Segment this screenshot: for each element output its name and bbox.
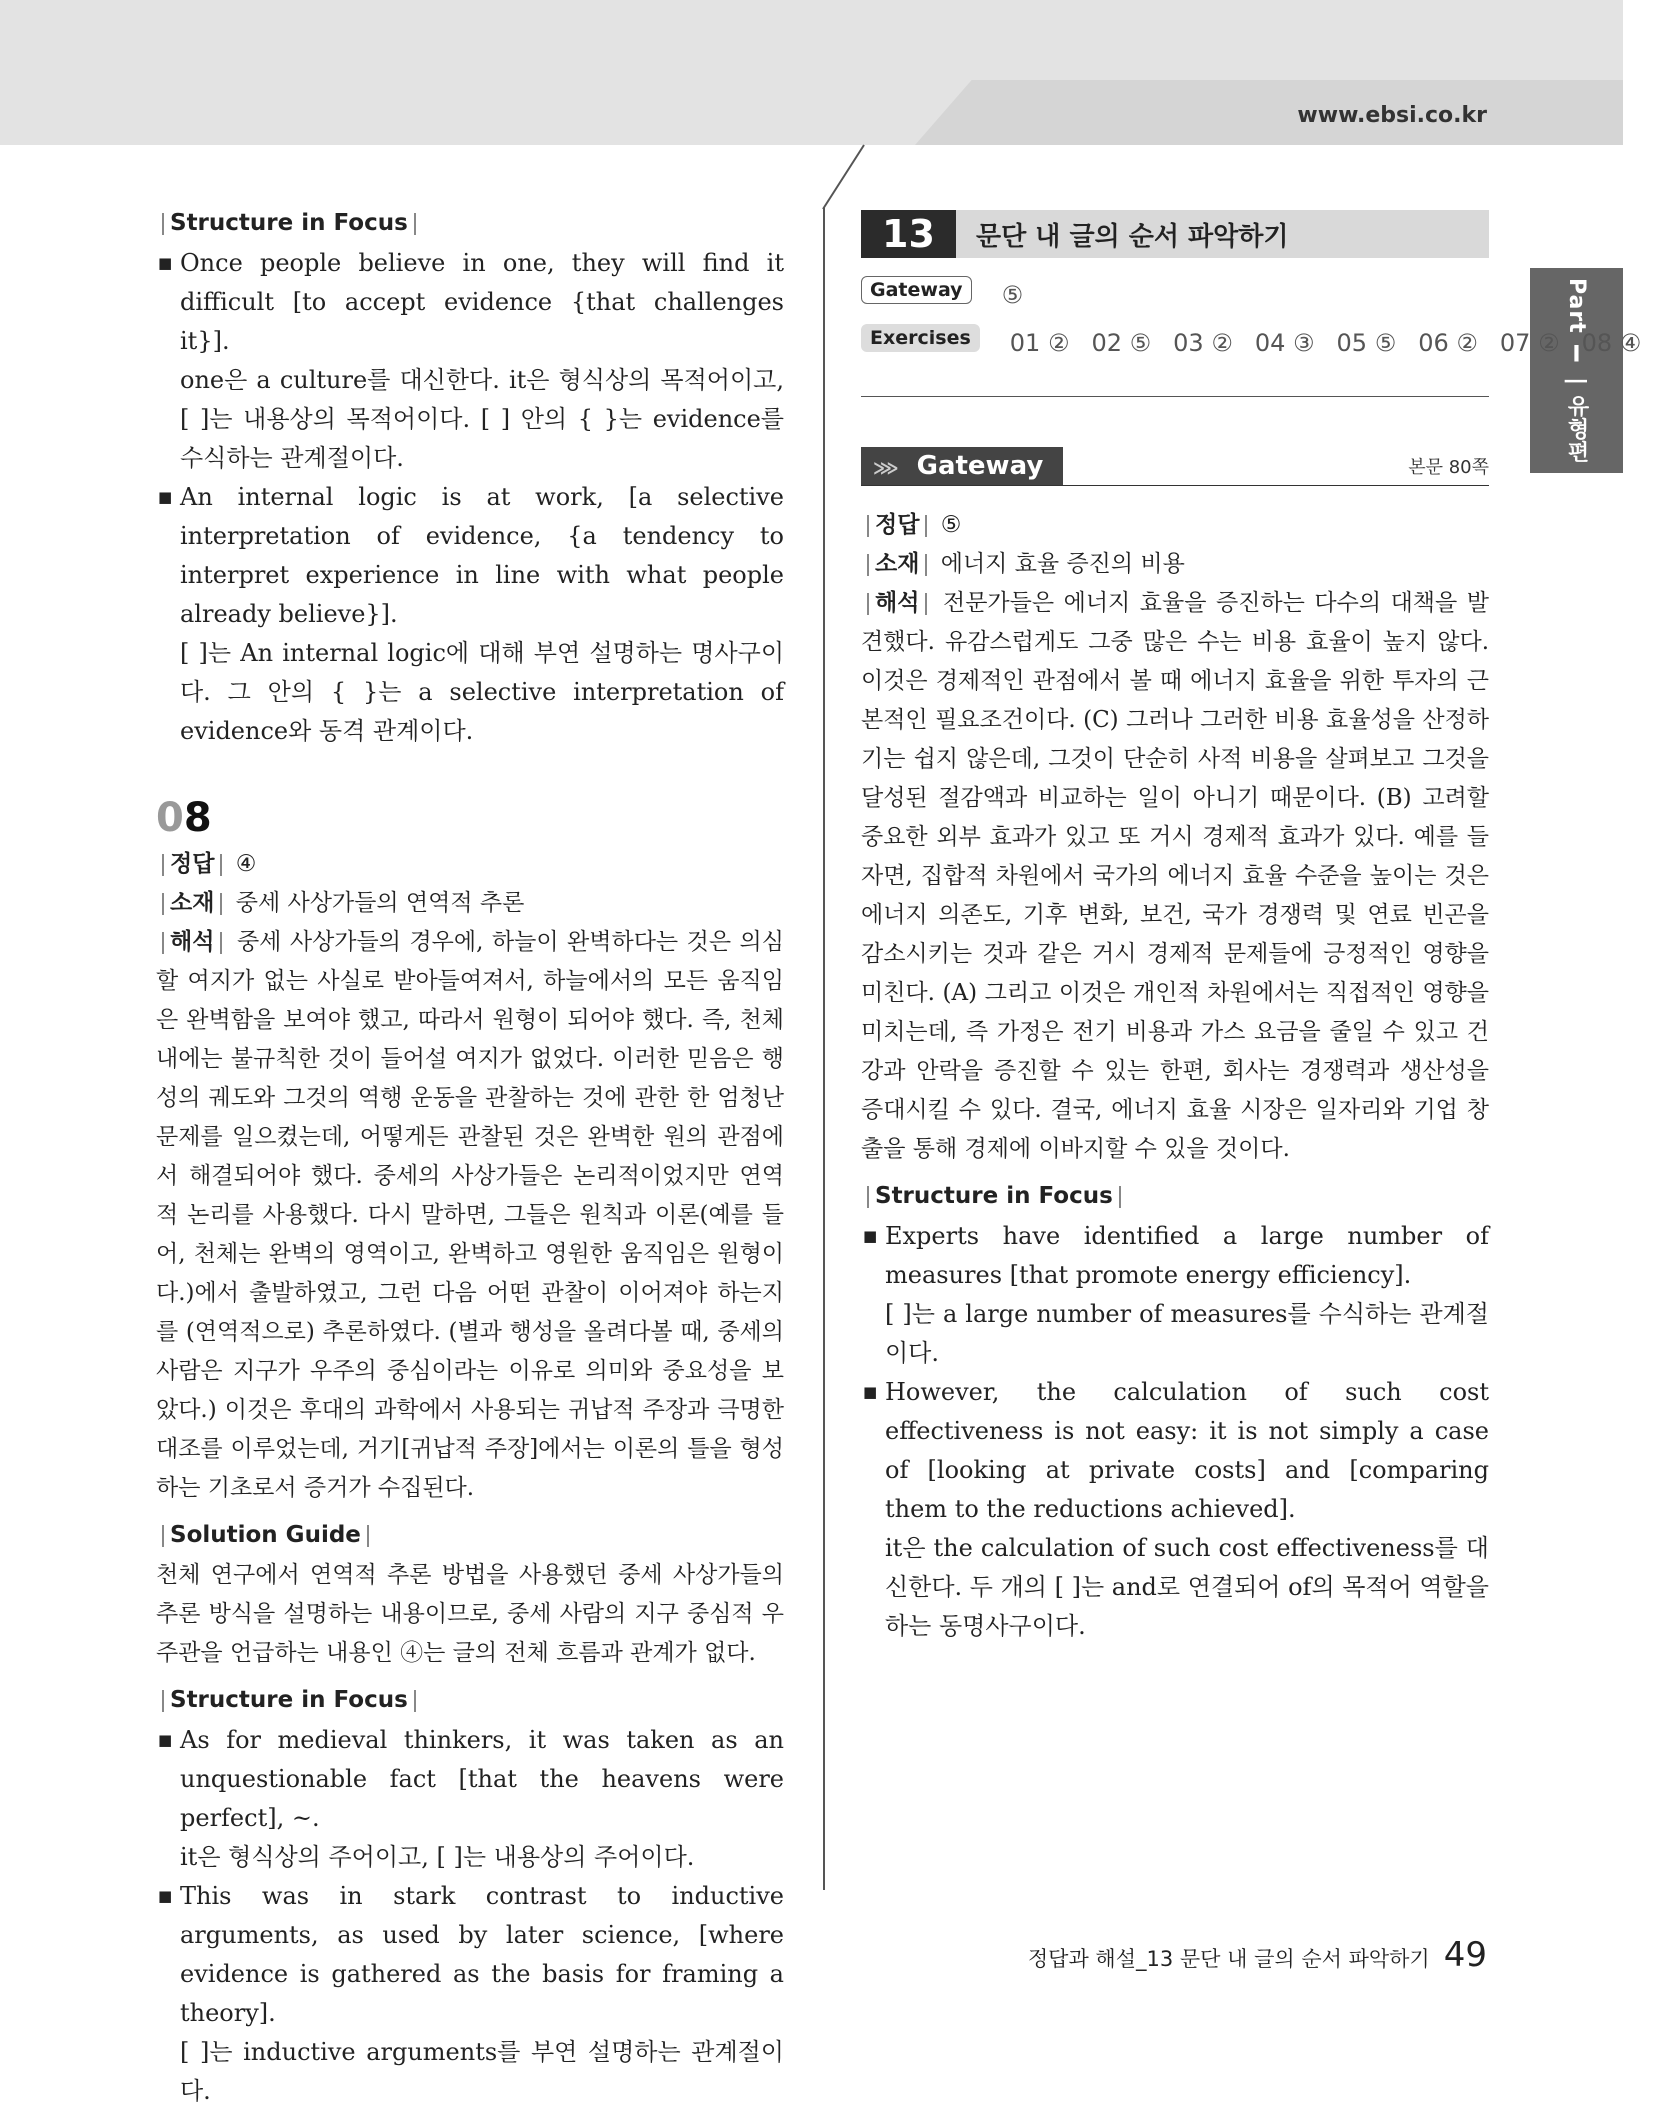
structure-item-en: However, the calculation of such cost effectiveness is not easy: it is not simply a case of [looking at private costs] and [comparing them to the reductions achieved]. <box>885 1378 1489 1523</box>
structure-item-ko: [ ]는 inductive arguments를 부연 설명하는 관계절이다. <box>180 2038 784 2105</box>
exercise-answer: 01 ② <box>1009 329 1070 357</box>
gateway-pill: Gateway <box>861 276 972 304</box>
gateway-answer: ⑤ <box>1001 281 1024 309</box>
answer-value: ⑤ <box>940 512 962 538</box>
translation: 해석 전문가들은 에너지 효율을 증진하는 다수의 대책을 발견했다. 유감스럽게도 그중 많은 수는 비용 효율이 높지 않다. 이것은 경제적인 관점에서 볼 때 에너지 효율을 위한 투자의 근본적인 필요조건이다. (C) 그러나 그러한 비용 효율성을 산정하기는 쉽지 않은데, 그것이 단순히 사적 비용을 살펴보고 그것을 달성된 절감액과 비교하는 일이 아니기 때문이다. (B) 고려할 중요한 외부 효과가 있고 또 거시 경제적 효과가 있다. 예를 들자면, 집합적 차원에서 국가의 에너지 효율 수준을 높이는 것은 에너지 의존도, 기후 변화, 보건, 국가 경쟁력 및 연료 빈곤을 감소시키는 것과 같은 거시 경제적 문제들에 긍정적인 영향을 미친다. (A) 그리고 이것은 개인적 차원에서는 직접적인 영향을 미치는데, 즉 가정은 전기 비용과 가스 요금을 줄일 수 있고 건강과 안락을 증진할 수 있는 한편, 회사는 경쟁력과 생산성을 증대시킬 수 있다. 결국, 에너지 효율 시장은 일자리와 기업 창출을 통해 경제에 이바지할 수 있을 것이다. <box>861 590 1489 1162</box>
exercise-answer: 05 ⑤ <box>1336 329 1397 357</box>
gateway-header <box>861 447 1489 486</box>
topic-value: 에너지 효율 증진의 비용 <box>940 551 1185 577</box>
structure-heading: Structure in Focus <box>861 1183 1489 1209</box>
structure-item-ko: it은 형식상의 주어이고, [ ]는 내용상의 주어이다. <box>180 1843 695 1871</box>
exercise-answer: 07 ② <box>1499 329 1560 357</box>
page-number: 49 <box>1443 1935 1487 1975</box>
topic-line: 소재 중세 사상가들의 연역적 추론 <box>156 884 784 923</box>
structure-item-en: An internal logic is at work, [a selective interpretation of evidence, {a tendency to interpret experience in line with what people already believe}]. <box>180 483 784 628</box>
structure-item-en: This was in stark contrast to inductive arguments, as used by later science, [where evidence is gathered as the basis for framing a theory]. <box>180 1882 784 2027</box>
structure-item-en: As for medieval thinkers, it was taken as an unquestionable fact [that the heavens were perfect], ~. <box>180 1726 784 1832</box>
answer-value: ④ <box>235 851 257 877</box>
structure-item <box>156 478 784 751</box>
structure-heading: Structure in Focus <box>156 1687 784 1713</box>
translation: 해석 중세 사상가들의 경우에, 하늘이 완벽하다는 것은 의심할 여지가 없는 사실로 받아들여져서, 하늘에서의 모든 움직임은 완벽함을 보여야 했고, 따라서 원형이 되어야 했다. 즉, 천체 내에는 불규칙한 것이 들어설 여지가 없었다. 이러한 믿음은 행성의 궤도와 그것의 역행 운동을 관찰하는 것에 관한 한 엄청난 문제를 일으켰는데, 어떻게든 관찰된 것은 완벽한 원의 관점에서 해결되어야 했다. 중세의 사상가들은 논리적이었지만 연역적 논리를 사용했다. 다시 말하면, 그들은 원칙과 이론(예를 들어, 천체는 완벽의 영역이고, 완벽하고 영원한 움직임은 원형이다.)에서 출발하였고, 그런 다음 어떤 관찰이 이어져야 하는지를 (연역적으로) 추론하였다. (별과 행성을 올려다볼 때, 중세의 사람은 지구가 우주의 중심이라는 이유로 의미와 중요성을 보았다.) 이것은 후대의 과학에서 사용되는 귀납적 주장과 극명한 대조를 이루었는데, 거기[귀납적 주장]에서는 이론의 틀을 형성하는 기초로서 증거가 수집된다. <box>156 929 784 1501</box>
exercise-answer: 06 ② <box>1418 329 1478 357</box>
structure-item-ko: [ ]는 An internal logic에 대해 부연 설명하는 명사구이다. 그 안의 { }는 a selective interpretation of evidence와 동격 관계이다. <box>180 639 784 745</box>
exercises-pill: Exercises <box>861 324 980 352</box>
structure-item-en: Once people believe in one, they will find it difficult [to accept evidence {that challenges it}]. <box>180 249 784 355</box>
section-rule <box>861 396 1489 397</box>
gateway-answer-row <box>861 276 1489 314</box>
topic-value: 중세 사상가들의 연역적 추론 <box>235 890 525 916</box>
unit-header <box>861 210 1489 258</box>
header-tab <box>915 80 1623 145</box>
structure-item <box>861 1373 1489 1646</box>
structure-item-ko: [ ]는 a large number of measures를 수식하는 관계절이다. <box>885 1300 1489 1367</box>
side-tab-label: Part Ⅰ | 유형편 <box>1564 277 1589 464</box>
chevrons-icon: ⋙ <box>873 458 899 479</box>
exercise-answer: 02 ⑤ <box>1091 329 1152 357</box>
exercise-answer: 04 ③ <box>1254 329 1315 357</box>
solution-text: 천체 연구에서 연역적 추론 방법을 사용했던 중세 사상가들의 추론 방식을 설명하는 내용이므로, 중세 사람의 지구 중심적 우주관을 언급하는 내용인 ④는 글의 전체 흐름과 관계가 없다. <box>156 1562 784 1666</box>
exercise-answers <box>1009 324 1642 362</box>
structure-item-en: Experts have identified a large number of measures [that promote energy efficiency]. <box>885 1222 1489 1289</box>
answer-line: 정답 ⑤ <box>861 506 1489 545</box>
translation-text: 전문가들은 에너지 효율을 증진하는 다수의 대책을 발견했다. 유감스럽게도 그중 많은 수는 비용 효율이 높지 않다. 이것은 경제적인 관점에서 볼 때 에너지 효율을 위한 투자의 근본적인 필요조건이다. (C) 그러나 그러한 비용 효율성을 산정하기는 쉽지 않은데, 그것이 단순히 사적 비용을 살펴보고 그것을 달성된 절감액과 비교하는 일이 아니기 때문이다. (B) 고려할 중요한 외부 효과가 있고 또 거시 경제적 효과가 있다. 예를 들자면, 집합적 차원에서 국가의 에너지 효율 수준을 높이는 것은 에너지 의존도, 기후 변화, 보건, 국가 경쟁력 및 연료 빈곤을 감소시키는 것과 같은 거시 경제적 문제들에 긍정적인 영향을 미친다. (A) 그리고 이것은 개인적 차원에서는 직접적인 영향을 미치는데, 즉 가정은 전기 비용과 가스 요금을 줄일 수 있고 건강과 안락을 증진할 수 있는 한편, 회사는 경쟁력과 생산성을 증대시킬 수 있다. 결국, 에너지 효율 시장은 일자리와 기업 창출을 통해 경제에 이바지할 수 있을 것이다. <box>861 590 1489 1162</box>
exercise-answer: 08 ④ <box>1581 329 1642 357</box>
answer-line: 정답 ④ <box>156 845 784 884</box>
structure-item-ko: one은 a culture를 대신한다. it은 형식상의 목적어이고, [ ]는 내용상의 목적어이다. [ ] 안의 { }는 evidence를 수식하는 관계절이다. <box>180 366 784 472</box>
question-number: 08 <box>156 795 212 841</box>
footer-text: 정답과 해설_13 문단 내 글의 순서 파악하기 <box>1027 1947 1430 1971</box>
side-tab <box>1530 268 1623 473</box>
left-column <box>156 210 784 2111</box>
translation-text: 중세 사상가들의 경우에, 하늘이 완벽하다는 것은 의심할 여지가 없는 사실로 받아들여져서, 하늘에서의 모든 움직임은 완벽함을 보여야 했고, 따라서 원형이 되어야 했다. 즉, 천체 내에는 불규칙한 것이 들어설 여지가 없었다. 이러한 믿음은 행성의 궤도와 그것의 역행 운동을 관찰하는 것에 관한 한 엄청난 문제를 일으켰는데, 어떻게든 관찰된 것은 완벽한 원의 관점에서 해결되어야 했다. 중세의 사상가들은 논리적이었지만 연역적 논리를 사용했다. 다시 말하면, 그들은 원칙과 이론(예를 들어, 천체는 완벽의 영역이고, 완벽하고 영원한 움직임은 원형이다.)에서 출발하였고, 그런 다음 어떤 관찰이 이어져야 하는지를 (연역적으로) 추론하였다. (별과 행성을 올려다볼 때, 중세의 사람은 지구가 우주의 중심이라는 이유로 의미와 중요성을 보았다.) 이것은 후대의 과학에서 사용되는 귀납적 주장과 극명한 대조를 이루었는데, 거기[귀납적 주장]에서는 이론의 틀을 형성하는 기초로서 증거가 수집된다. <box>156 929 784 1501</box>
topic-line: 소재 에너지 효율 증진의 비용 <box>861 545 1489 584</box>
page-footer <box>1028 1935 1487 1975</box>
gateway-page-ref: 본문 80쪽 <box>1408 457 1489 478</box>
structure-item <box>861 1217 1489 1373</box>
column-divider <box>823 208 825 1890</box>
divider-slant <box>822 145 864 209</box>
exercise-answer: 03 ② <box>1173 329 1233 357</box>
structure-item <box>156 1721 784 1877</box>
structure-item-ko: it은 the calculation of such cost effectiveness를 대신한다. 두 개의 [ ]는 and로 연결되어 of의 목적어 역할을 하는 동명사구이다. <box>885 1534 1489 1640</box>
site-url[interactable]: www.ebsi.co.kr <box>1297 103 1487 128</box>
exercises-answer-row <box>861 324 1642 362</box>
structure-heading: Structure in Focus <box>156 210 784 236</box>
structure-item <box>156 1877 784 2111</box>
unit-title: 문단 내 글의 순서 파악하기 <box>956 210 1489 258</box>
solution-heading: Solution Guide <box>156 1522 784 1548</box>
unit-number: 13 <box>861 210 956 258</box>
gateway-label: ⋙ Gateway <box>861 447 1063 485</box>
structure-item <box>156 244 784 478</box>
